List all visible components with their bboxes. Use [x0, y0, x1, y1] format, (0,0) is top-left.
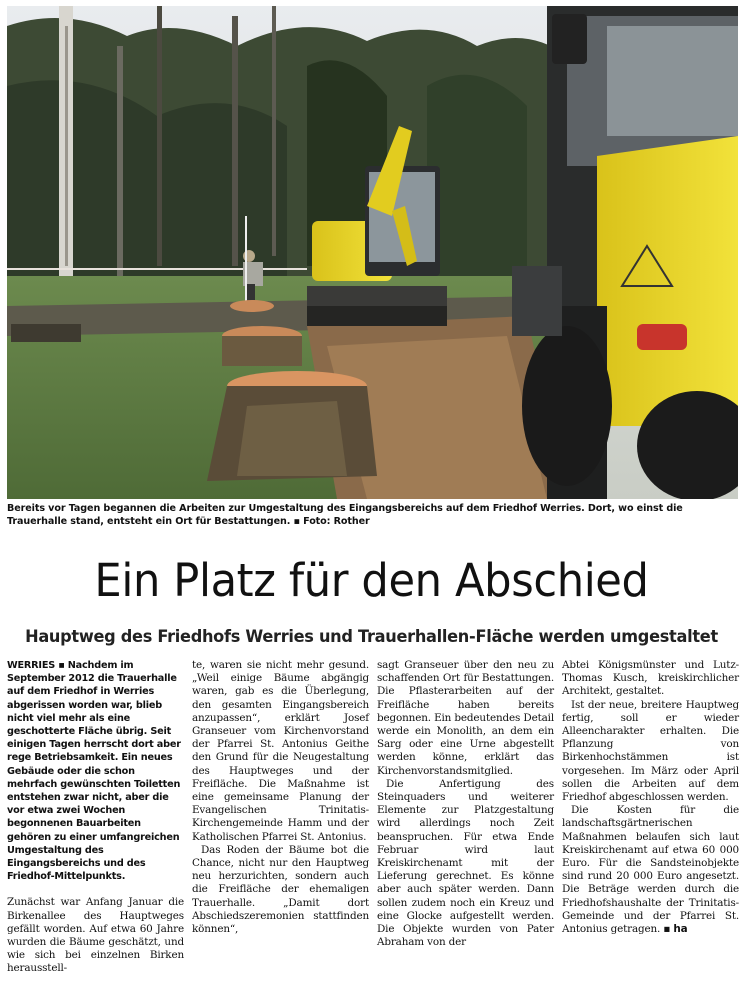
article-paragraph: Das Roden der Bäume bot die Chance, nicht nur den Hauptweg neu herzurichten, sondern auch die Freifläche der ehemaligen Trauerhalle. „Damit dort Abschiedszeremonien stattfinden können“,: [192, 843, 369, 936]
article-paragraph: Zunächst war Anfang Januar die Birkenallee des Hauptweges gefällt worden. Auf etwa 60 Jahre wurden die Bäume geschätzt, und wie sich bei einzelnen Birken herausstell-: [7, 896, 184, 975]
article-paragraph: Die Anfertigung des Steinquaders und weiterer Elemente zur Platzgestaltung wird allerdings noch Zeit beanspruchen. Für etwa Ende Februar wird laut Kreiskirchenamt mit der Lieferung gerechnet. Es könne aber auch später werden. Dann sollen zudem noch ein Kreuz und eine Glocke aufgestellt werden. Die Objekte wurden von Pater Abraham von der: [377, 777, 554, 949]
article-column-4: [562, 659, 739, 936]
dateline: WERRIES ▪: [7, 660, 65, 671]
construction-site-photo: [7, 6, 738, 499]
article-column-1: [7, 659, 184, 976]
article-paragraph: sagt Granseuer über den neu zu schaffenden Ort für Bestattungen. Die Pflasterarbeiten auf der Freifläche haben bereits begonnen. Ein bedeutendes Detail werde ein Monolith, an dem ein Sarg oder eine Urne abgestellt werden könne, erklärt das Kirchenvorstandsmitglied.: [377, 659, 554, 777]
photo-caption: Bereits vor Tagen begannen die Arbeiten zur Umgestaltung des Eingangsbereichs auf dem Friedhof Werries. Dort, wo einst die Trauerhalle stand, entsteht ein Ort für Bestattungen. ▪ Foto: Rother: [7, 503, 683, 527]
article-lead: [7, 659, 184, 883]
headline: Ein Platz für den Abschied: [94, 554, 649, 607]
article-column-3: [377, 659, 554, 949]
article-paragraph: Abtei Königsmünster und Lutz-Thomas Kusch, kreiskirchlicher Architekt, gestaltet.: [562, 659, 739, 698]
lead-text: Nachdem im September 2012 die Trauerhalle auf dem Friedhof in Werries abgerissen worden war, blieb nicht viel mehr als eine geschotterte Fläche übrig. Seit einigen Tagen herrscht dort aber rege Betriebsamkeit. Ein neues Gebäude oder die schon mehrfach gewünschten Toiletten entstehen zwar nicht, aber die vor etwa zwei Wochen begonnenen Bauarbeiten gehören zu einer umfangreichen Umgestaltung des Eingangsbereichs und des Friedhof-Mittelpunkts.: [7, 660, 181, 883]
article-paragraph: te, waren sie nicht mehr gesund. „Weil einige Bäume abgängig waren, gab es die Überlegung, den gesamten Eingangsbereich anzupassen“, erklärt Josef Granseuer vom Kirchenvorstand der Pfarrei St. Antonius Geithe den Grund für die Neugestaltung des Hauptweges und der Freifläche. Die Maßnahme ist eine gemeinsame Planung der Evangelischen Trinitatis-Kirchengemeinde Hamm und der Katholischen Pfarrei St. Antonius.: [192, 659, 369, 843]
article-paragraph: Ist der neue, breitere Hauptweg fertig, soll er wieder Alleencharakter erhalten. Die Pflanzung von Birkenhochstämmen ist vorgesehen. Im März oder April sollen die Arbeiten auf dem Friedhof abgeschlossen werden.: [562, 698, 739, 804]
article-photo: [7, 6, 738, 499]
article-column-2: [192, 659, 369, 936]
subheadline: Hauptweg des Friedhofs Werries und Trauerhallen-Fläche werden umgestaltet: [25, 627, 718, 647]
article-paragraph: [562, 804, 739, 936]
author-signature: ha: [673, 923, 688, 936]
closing-text: Die Kosten für die landschaftsgärtnerischen Maßnahmen belaufen sich laut Kreiskirchenamt auf etwa 60 000 Euro. Für die Sandsteinobjekte sind rund 20 000 Euro angesetzt. Die Beträge werden durch die Friedhofshaushalte der Trinitatis-Gemeinde und der Pfarrei St. Antonius getragen. ▪: [562, 804, 739, 936]
